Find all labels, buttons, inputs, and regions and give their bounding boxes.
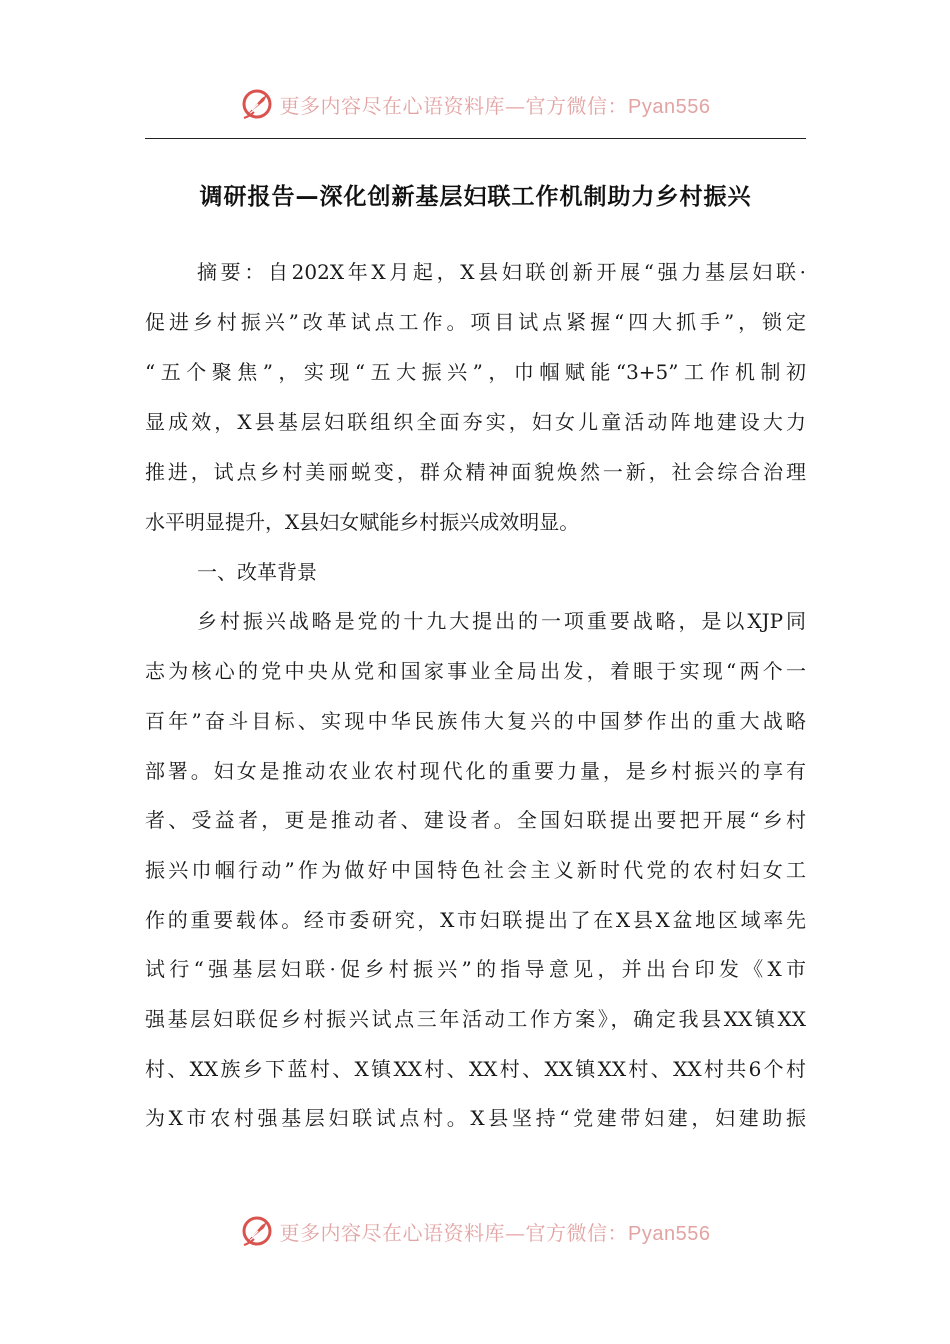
body-line: 强基层妇联促乡村振兴试点三年活动工作方案》，确定我县XX镇XX xyxy=(145,1007,806,1031)
watermark-wechat-id: Pyan556 xyxy=(628,1222,711,1245)
abstract-line: 促进乡村振兴”改革试点工作。项目试点紧握“四大抓手”，锁定 xyxy=(145,310,806,334)
body-line: 百年”奋斗目标、实现中华民族伟大复兴的中国梦作出的重大战略 xyxy=(145,709,806,733)
body-line: 振兴巾帼行动”作为做好中国特色社会主义新时代党的农村妇女工 xyxy=(145,858,806,882)
watermark-text-cn: 更多内容尽在心语资料库—官方微信： xyxy=(279,1220,629,1245)
abstract-line: 显成效，X县基层妇联组织全面夯实，妇女儿童活动阵地建设大力 xyxy=(145,410,806,434)
quill-logo-icon xyxy=(240,86,276,122)
body-line: 作的重要载体。经市委研究，X市妇联提出了在X县X盆地区域率先 xyxy=(145,908,806,932)
footer-watermark xyxy=(0,1211,950,1251)
body-line: 试行“强基层妇联·促乡村振兴”的指导意见，并出台印发《X市 xyxy=(145,957,806,981)
watermark-text xyxy=(280,90,711,119)
body-line: 志为核心的党中央从党和国家事业全局出发，着眼于实现“两个一 xyxy=(145,659,806,683)
header-watermark xyxy=(0,84,950,124)
header-divider xyxy=(145,138,806,139)
body-line: 为X市农村强基层妇联试点村。X县坚持“党建带妇建，妇建助振 xyxy=(145,1106,806,1130)
body-line: 乡村振兴战略是党的十九大提出的一项重要战略，是以XJP同 xyxy=(197,609,806,633)
body-line: 部署。妇女是推动农业农村现代化的重要力量，是乡村振兴的享有 xyxy=(145,759,806,783)
abstract-line: 水平明显提升，X县妇女赋能乡村振兴成效明显。 xyxy=(145,510,580,534)
body-line: 村、XX族乡下蓝村、X镇XX村、XX村、XX镇XX村、XX村共6个村 xyxy=(145,1057,806,1081)
section-heading: 一、改革背景 xyxy=(197,560,317,584)
quill-logo-icon xyxy=(240,1213,276,1249)
watermark-wechat-id: Pyan556 xyxy=(628,95,711,118)
abstract-line: “五个聚焦”，实现“五大振兴”，巾帼赋能“3+5”工作机制初 xyxy=(145,360,806,384)
document-title: 调研报告—深化创新基层妇联工作机制助力乡村振兴 xyxy=(199,184,752,210)
watermark-text xyxy=(280,1217,711,1246)
abstract-line: 摘要：自202X年X月起，X县妇联创新开展“强力基层妇联· xyxy=(197,260,806,284)
body-line: 者、受益者，更是推动者、建设者。全国妇联提出要把开展“乡村 xyxy=(145,808,806,832)
abstract-line: 推进，试点乡村美丽蜕变，群众精神面貌焕然一新，社会综合治理 xyxy=(145,460,806,484)
watermark-text-cn: 更多内容尽在心语资料库—官方微信： xyxy=(279,93,629,118)
